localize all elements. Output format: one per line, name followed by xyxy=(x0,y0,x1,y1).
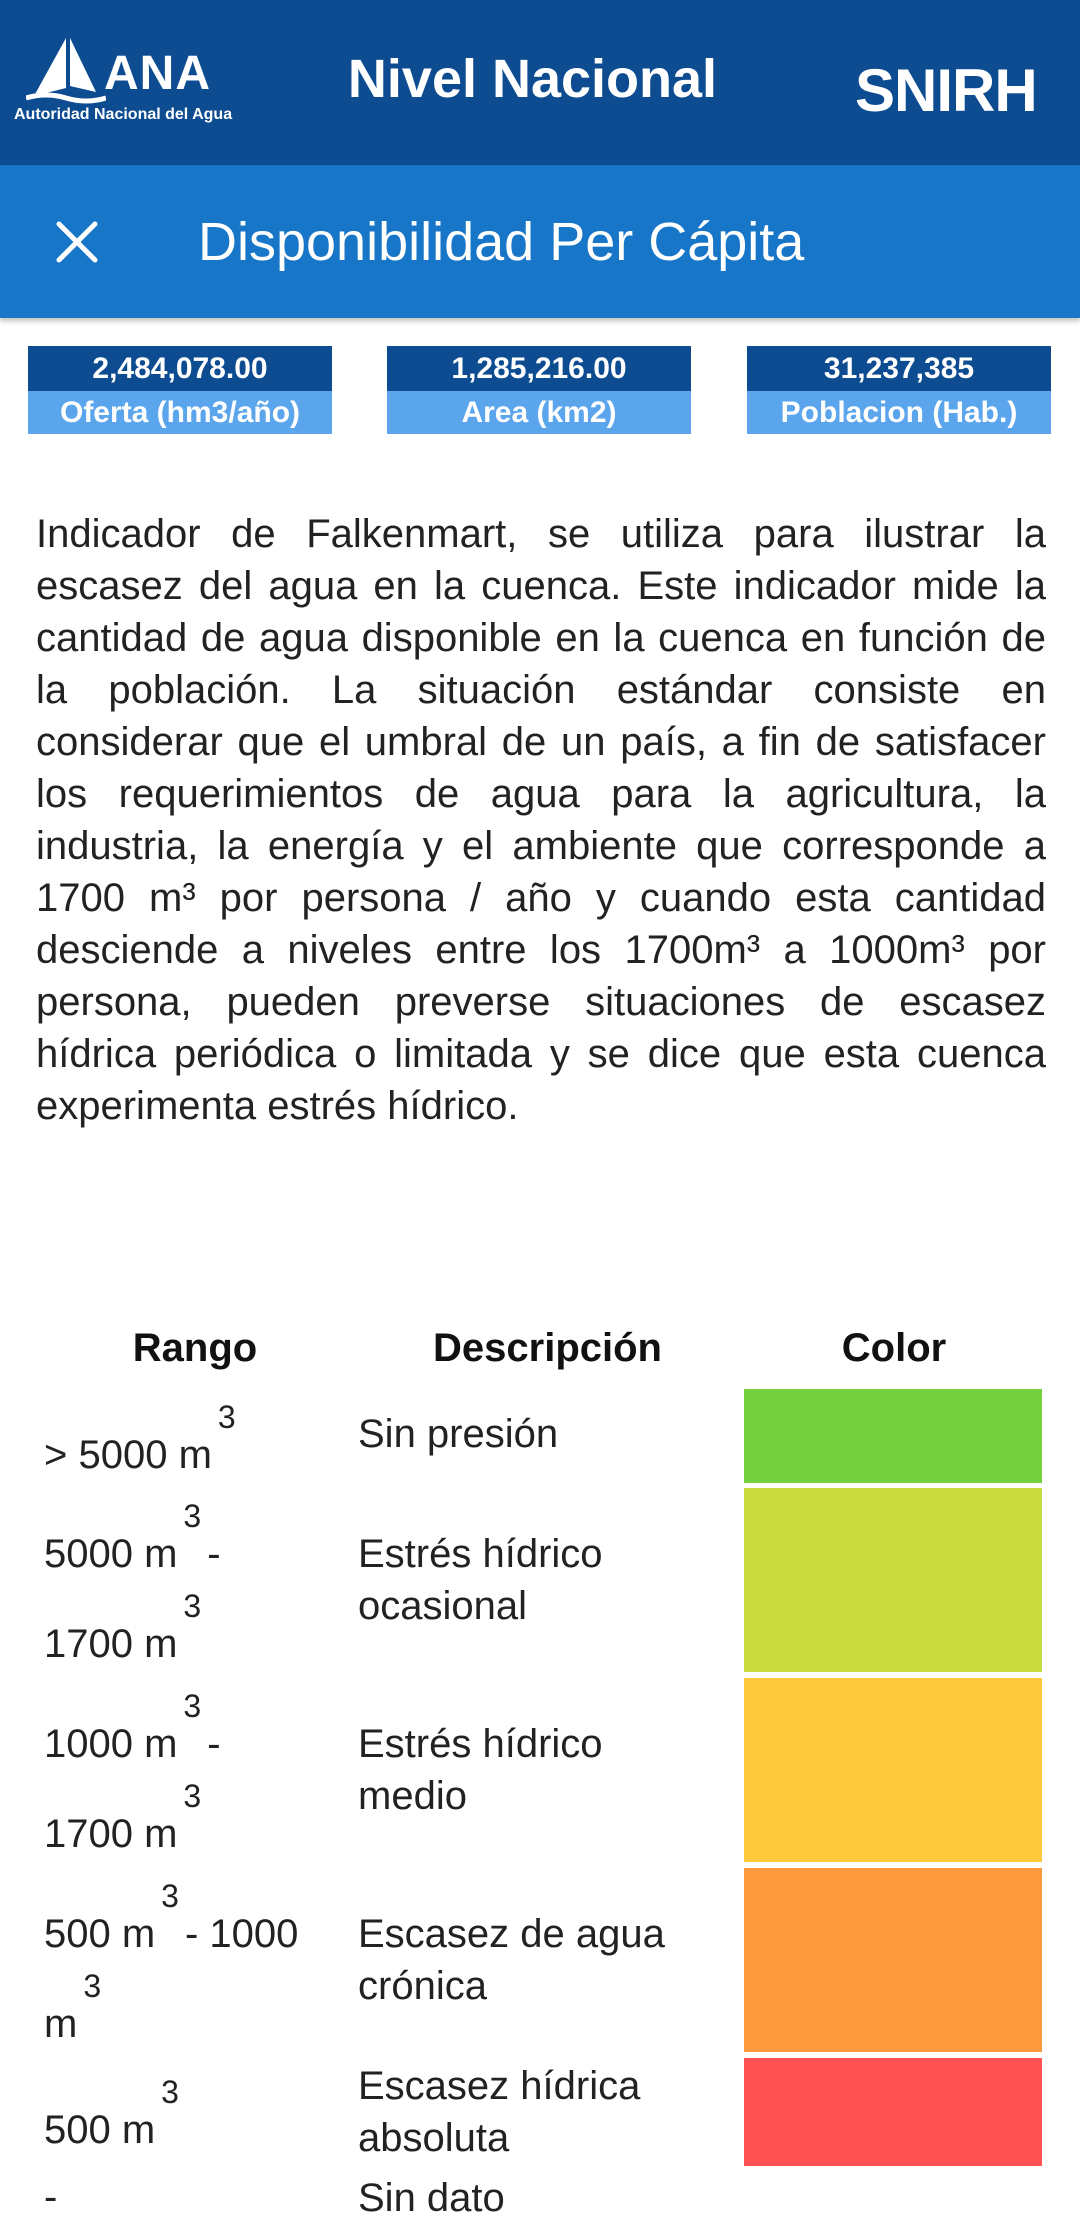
stat-label: Poblacion (Hab.) xyxy=(747,391,1051,434)
range-text: 500 m xyxy=(44,1912,156,1956)
legend-row-color-swatch xyxy=(744,2058,1042,2166)
close-icon xyxy=(55,220,99,264)
stat-area xyxy=(387,346,691,434)
range-text: 500 m xyxy=(44,2108,156,2152)
legend-header-color: Color xyxy=(841,1326,947,1370)
legend-row-color-swatch xyxy=(744,1488,1042,1672)
range-exponent: 3 xyxy=(83,1968,102,2004)
range-exponent: 3 xyxy=(161,2074,179,2110)
range-separator: - xyxy=(207,1722,221,1766)
range-exponent: 3 xyxy=(161,1878,179,1914)
snirh-brand: SNIRH xyxy=(855,57,1037,124)
range-separator: - 1000 xyxy=(184,1912,299,1956)
stat-value: 1,285,216.00 xyxy=(387,346,691,391)
legend-row-color-swatch xyxy=(744,1868,1042,2052)
range-text: > 5000 m xyxy=(44,1433,212,1477)
range-separator: - xyxy=(207,1532,221,1576)
app-header xyxy=(0,0,1080,165)
legend-header-descripcion: Descripción xyxy=(433,1326,662,1370)
stat-label: Oferta (hm3/año) xyxy=(28,391,332,434)
stat-oferta xyxy=(28,346,332,434)
range-text: m xyxy=(44,2002,78,2046)
range-exponent: 3 xyxy=(183,1688,202,1724)
legend-row-description: Sin dato xyxy=(358,2176,505,2220)
range-exponent: 3 xyxy=(183,1498,202,1534)
indicator-description: Indicador de Falkenmart, se utiliza para ilustrar la escasez del agua en la cuenca. Este indicador mide la cantidad de agua disponible en la cuenca en función de la población. La situación estándar consiste en considerar que el umbral de un país, a fin de satisfacer los requerimientos de agua para la agricultura, la industria, la energía y el ambiente que corresponde a 1700 m³ por persona / año y cuando esta cantidad desciende a niveles entre los 1700m³ a 1000m³ por persona, pueden preverse situaciones de escasez hídrica periódica o limitada y se dice que esta cuenca experimenta estrés hídrico. xyxy=(36,512,1046,1128)
legend-row-description: Sin presión xyxy=(358,1412,559,1456)
range-text: 1000 m xyxy=(44,1722,178,1766)
legend-row-range xyxy=(44,2152,344,2220)
ana-sail-icon xyxy=(26,36,106,106)
stat-label: Area (km2) xyxy=(387,391,691,434)
legend-row-range-cont xyxy=(44,1588,344,1691)
ana-subtitle: Autoridad Nacional del Agua xyxy=(14,106,233,123)
stat-poblacion xyxy=(747,346,1051,434)
ana-logo xyxy=(12,36,232,136)
range-exponent: 3 xyxy=(183,1778,202,1814)
dialog-title: Disponibilidad Per Cápita xyxy=(198,212,805,272)
range-text: 1700 m xyxy=(44,1812,178,1856)
range-text: 1700 m xyxy=(44,1622,178,1666)
page-title: Nivel Nacional xyxy=(347,49,718,109)
close-button[interactable] xyxy=(44,209,110,275)
legend-row-color-swatch xyxy=(744,1389,1042,1483)
legend-row-range-cont xyxy=(44,1968,344,2071)
legend-row-description: Escasez de agua crónica xyxy=(358,1912,665,2008)
range-exponent: 3 xyxy=(183,1588,202,1624)
legend-row-description: Estrés hídrico medio xyxy=(358,1722,603,1818)
legend-row-range-cont xyxy=(44,1778,344,1881)
stat-value: 2,484,078.00 xyxy=(28,346,332,391)
legend-row-color-swatch xyxy=(744,1678,1042,1862)
legend-row-description: Estrés hídrico ocasional xyxy=(358,1532,603,1628)
stat-value: 31,237,385 xyxy=(747,346,1051,391)
legend-header-rango: Rango xyxy=(132,1326,258,1370)
dialog-header xyxy=(0,165,1080,318)
ana-brand: ANA xyxy=(104,47,211,100)
legend-row-range xyxy=(44,1399,344,1502)
range-exponent: 3 xyxy=(217,1399,236,1435)
legend-row-description: Escasez hídrica absoluta xyxy=(358,2064,641,2160)
snirh-logo xyxy=(855,46,1067,126)
range-text: 5000 m xyxy=(44,1532,178,1576)
range-text: - xyxy=(44,2175,58,2219)
